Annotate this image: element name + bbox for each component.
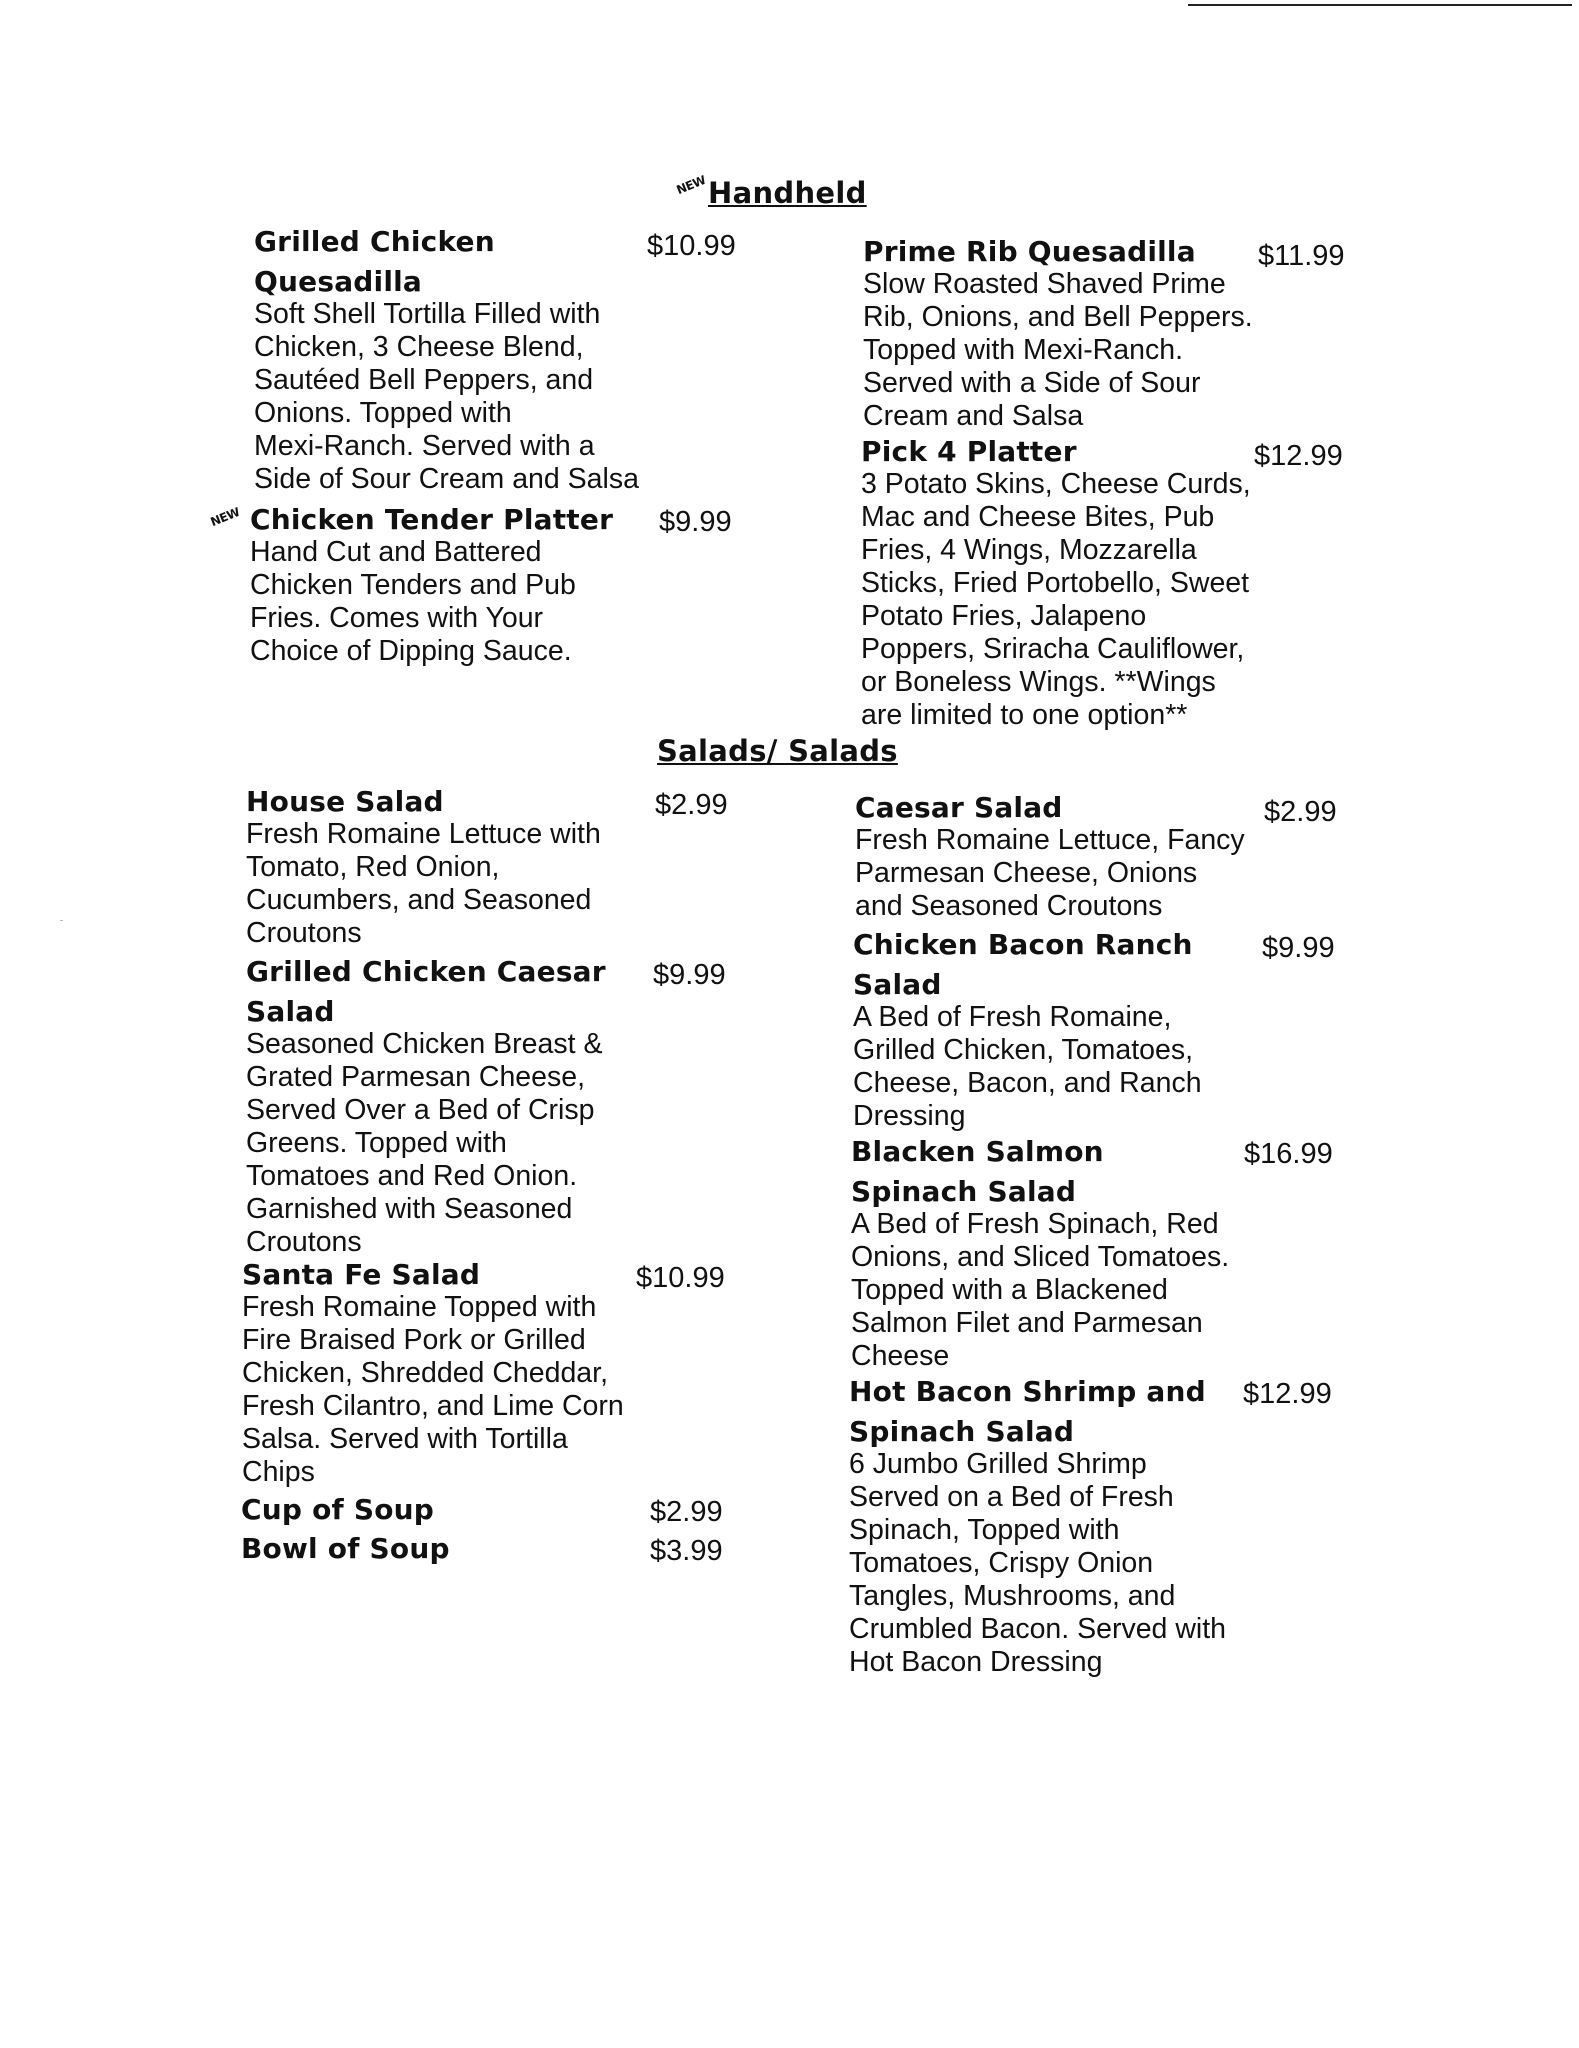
menu-item [863, 232, 1273, 433]
menu-item [242, 1255, 652, 1489]
item-name: Blacken Salmon Spinach Salad [851, 1135, 1104, 1208]
item-price: $12.99 [1243, 1378, 1332, 1410]
item-name: Santa Fe Salad [242, 1258, 481, 1291]
item-name: Caesar Salad [855, 791, 1063, 824]
menu-item [861, 432, 1271, 732]
item-price: $9.99 [653, 959, 726, 991]
item-price: $16.99 [1244, 1138, 1333, 1170]
item-name: Pick 4 Platter [861, 435, 1077, 468]
menu-item [855, 788, 1265, 923]
item-price: $3.99 [650, 1535, 723, 1567]
scan-mark [60, 920, 63, 921]
top-rule [1188, 4, 1572, 6]
item-name: Bowl of Soup [241, 1532, 450, 1565]
item-description: Fresh Romaine Lettuce with Tomato, Red Onion, Cucumbers, and Seasoned Croutons [246, 818, 601, 949]
item-description: A Bed of Fresh Romaine, Grilled Chicken, Tomatoes, Cheese, Bacon, and Ranch Dressing [853, 1001, 1202, 1132]
menu-item [250, 500, 650, 668]
menu-item [241, 1529, 641, 1569]
item-price: $2.99 [650, 1496, 723, 1528]
menu-item [246, 952, 646, 1259]
item-name: Grilled Chicken Quesadilla [254, 225, 495, 298]
item-description: Fresh Romaine Topped with Fire Braised Pork or Grilled Chicken, Shredded Cheddar, Fresh Cilantro, and Lime Corn Salsa. Served with Tortilla Chips [242, 1291, 624, 1488]
new-badge: NEW [674, 172, 708, 198]
item-name: Chicken Bacon Ranch Salad [853, 928, 1193, 1001]
item-price: $11.99 [1258, 240, 1345, 272]
item-description: 6 Jumbo Grilled Shrimp Served on a Bed of Fresh Spinach, Topped with Tomatoes, Crispy Onion Tangles, Mushrooms, and Crumbled Bacon. Served with Hot Bacon Dressing [849, 1448, 1227, 1678]
item-price: $2.99 [655, 789, 728, 821]
item-name: Grilled Chicken Caesar Salad [246, 955, 606, 1028]
item-description: Slow Roasted Shaved Prime Rib, Onions, and Bell Peppers. Topped with Mexi-Ranch. Served with a Side of Sour Cream and Salsa [863, 268, 1253, 432]
item-description: Seasoned Chicken Breast & Grated Parmesan Cheese, Served Over a Bed of Crisp Greens. Topped with Tomatoes and Red Onion. Garnished with Seasoned Croutons [246, 1028, 603, 1258]
section-title-handheld: Handheld [708, 176, 867, 210]
item-name: Hot Bacon Shrimp and Spinach Salad [849, 1375, 1206, 1448]
item-description: A Bed of Fresh Spinach, Red Onions, and Sliced Tomatoes. Topped with a Blackened Salmon Filet and Parmesan Cheese [851, 1208, 1230, 1372]
item-name: House Salad [246, 785, 444, 818]
menu-item [254, 222, 654, 496]
item-price: $10.99 [647, 230, 736, 262]
menu-item [849, 1372, 1269, 1679]
item-price: $9.99 [659, 506, 732, 538]
item-name: Cup of Soup [241, 1493, 435, 1526]
item-price: $12.99 [1254, 440, 1343, 472]
item-description: Fresh Romaine Lettuce, Fancy Parmesan Cheese, Onions and Seasoned Croutons [855, 824, 1245, 922]
item-description: Hand Cut and Battered Chicken Tenders and Pub Fries. Comes with Your Choice of Dipping Sauce. [250, 536, 576, 667]
item-description: Soft Shell Tortilla Filled with Chicken, 3 Cheese Blend, Sautéed Bell Peppers, and Onions. Topped with Mexi-Ranch. Served with a Side of Sour Cream and Salsa [254, 298, 639, 495]
item-price: $9.99 [1262, 932, 1335, 964]
item-price: $10.99 [636, 1262, 725, 1294]
menu-item [853, 925, 1263, 1133]
section-title-salads: Salads/ Salads [657, 734, 898, 768]
menu-item [246, 782, 646, 950]
new-badge: NEW [208, 504, 242, 530]
item-name: Prime Rib Quesadilla [863, 235, 1196, 268]
menu-item [851, 1132, 1261, 1373]
item-name: Chicken Tender Platter [250, 503, 614, 536]
item-description: 3 Potato Skins, Cheese Curds, Mac and Cheese Bites, Pub Fries, 4 Wings, Mozzarella Sticks, Fried Portobello, Sweet Potato Fries, Jalapeno Poppers, Sriracha Cauliflower, or Boneless Wings. **Wings are limited to one option** [861, 468, 1251, 731]
menu-item [241, 1490, 641, 1530]
item-price: $2.99 [1264, 796, 1337, 828]
